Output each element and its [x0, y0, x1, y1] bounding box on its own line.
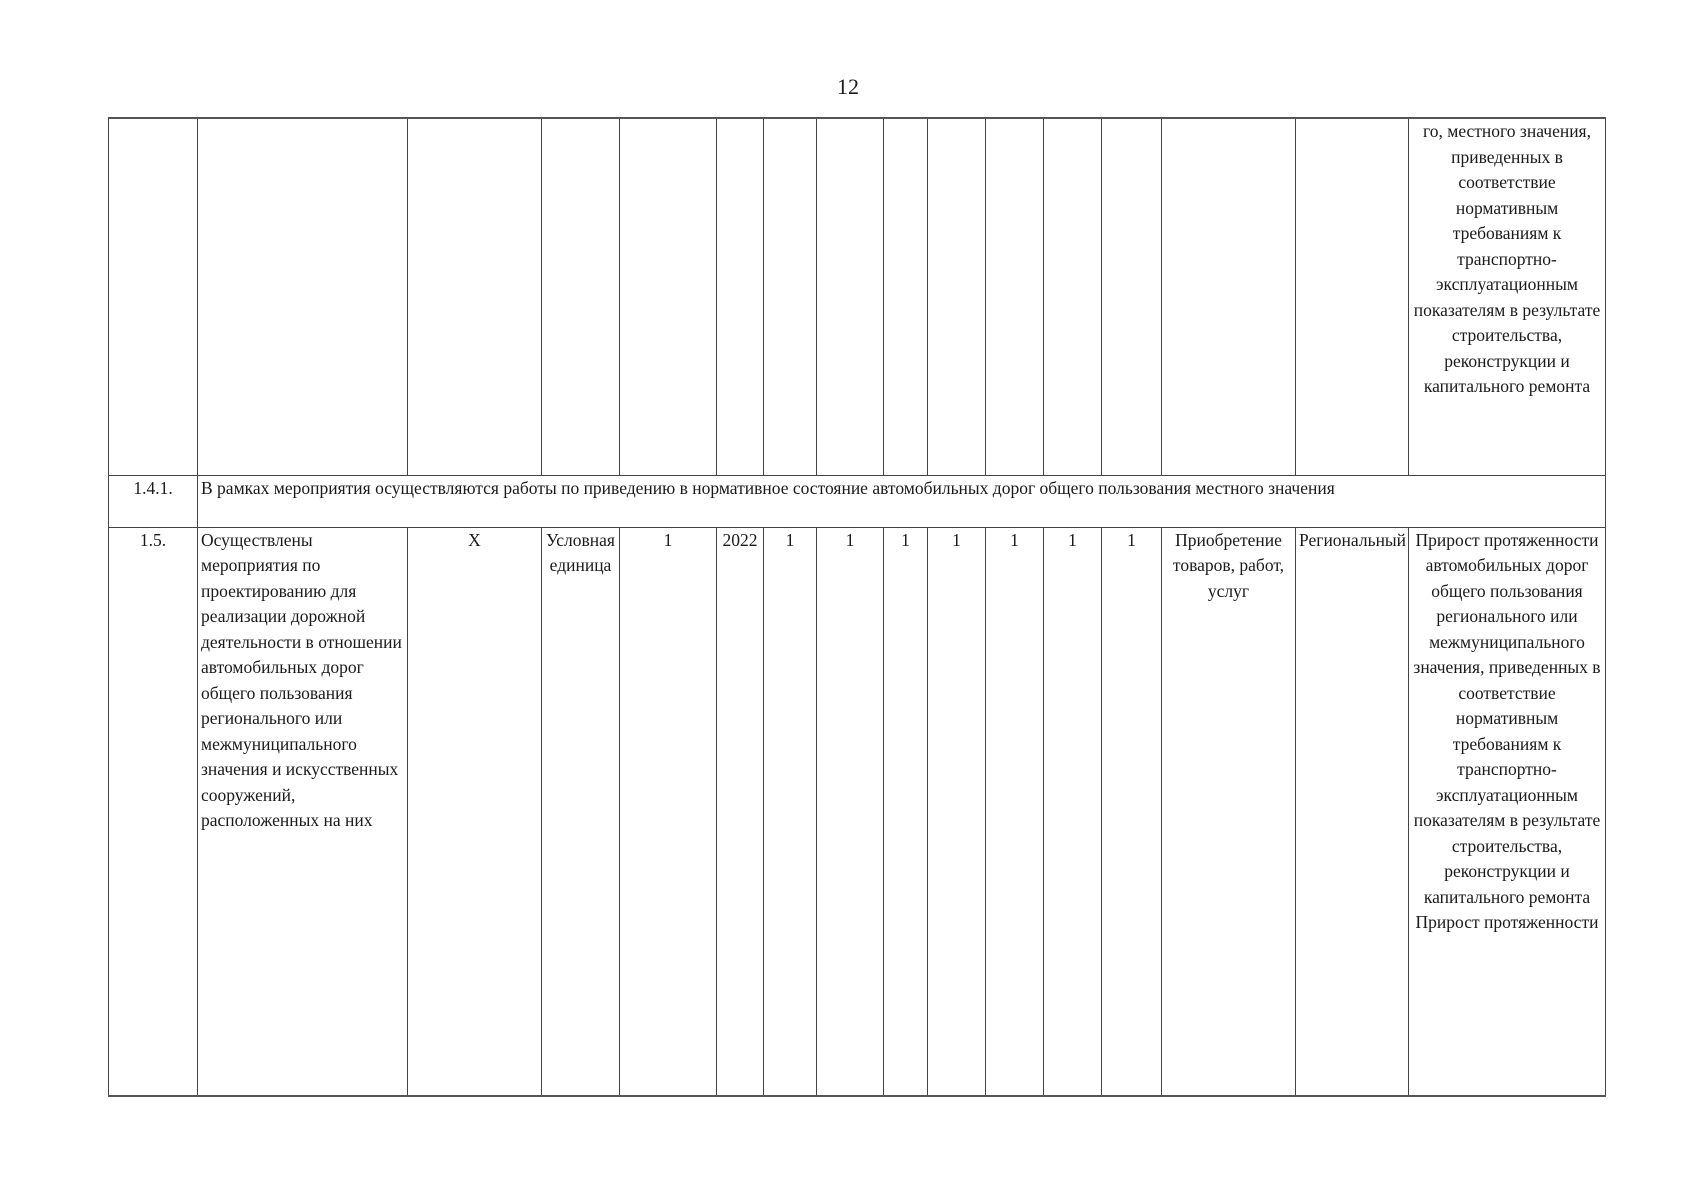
target-indicator-cell: Прирост протяженности автомобильных дорог общего пользования регионального или межмуниципального значения, приведенных в соответствие нормативным требованиям к транспортно-эксплуатационным показателям в результате строительства, реконструкции и капитального ремонта Прирост протяженности [1409, 527, 1606, 1096]
page-number: 12 [837, 74, 859, 99]
unit-cell: Условная единица [542, 527, 620, 1096]
row-number-cell: 1.5. [109, 527, 198, 1096]
measure-type-cell: Приобретение товаров, работ, услуг [1162, 527, 1296, 1096]
value-cell-5: 1 [986, 527, 1044, 1096]
responsible-cell: Х [408, 527, 542, 1096]
measure-name-cell: Осуществлены мероприятия по проектированию для реализации дорожной деятельности в отношении автомобильных дорог общего пользования регионального или межмуниципального значения и искусственных сооружений, расположенных на них [198, 527, 408, 1096]
value-cell-1: 1 [764, 527, 817, 1096]
table-row-1-4-1 [109, 475, 1606, 527]
value-cell-6: 1 [1044, 527, 1102, 1096]
row-number-cell: 1.4.1. [109, 475, 198, 527]
measures-table [108, 117, 1606, 1097]
base-value-cell: 1 [620, 527, 717, 1096]
value-cell-7: 1 [1102, 527, 1162, 1096]
table-row-1-5 [109, 527, 1606, 1096]
value-cell-4: 1 [928, 527, 986, 1096]
table-row-continuation [109, 118, 1606, 475]
base-year-cell: 2022 [717, 527, 764, 1096]
measure-description-cell: В рамках мероприятия осуществляются работы по приведению в нормативное состояние автомобильных дорог общего пользования местного значения [198, 475, 1606, 527]
level-cell: Региональный [1296, 527, 1409, 1096]
value-cell-3: 1 [884, 527, 928, 1096]
target-indicator-cell: го, местного значения, приведенных в соответствие нормативным требованиям к транспортно-эксплуатационным показателям в результате строительства, реконструкции и капитального ремонта [1409, 118, 1606, 475]
value-cell-2: 1 [817, 527, 884, 1096]
